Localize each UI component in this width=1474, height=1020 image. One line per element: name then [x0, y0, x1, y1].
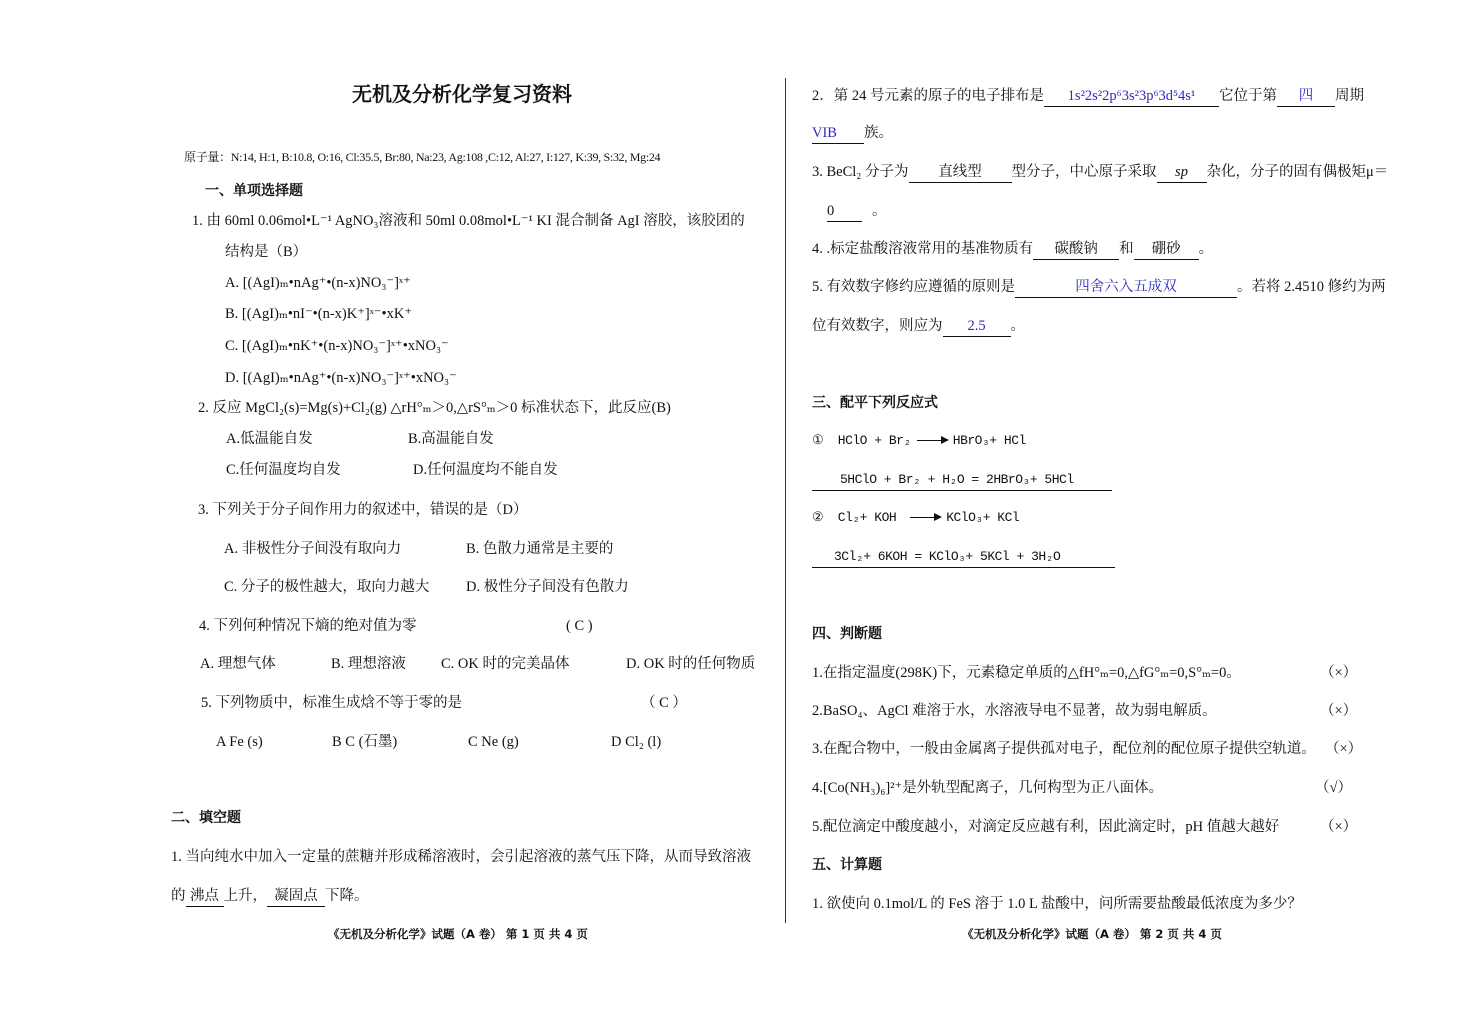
judge-mark-1: （×） — [1320, 665, 1358, 681]
equation-1 — [812, 431, 1026, 451]
judge-item-4: 4.[Co(NH₃)₆]²⁺是外轨型配离子，几何构型为正八面体。 — [812, 780, 1164, 796]
q4-answer: ( C ) — [566, 618, 593, 634]
q5-option-b: B C (石墨) — [332, 734, 398, 750]
eq2-products: KClO₃+ KCl — [946, 510, 1020, 525]
fill1-blank-freezing: 凝固点 — [267, 886, 325, 907]
fill5-value: 2.5 — [943, 316, 1011, 337]
q5-answer: （ C ） — [641, 695, 687, 711]
page-2-footer: 《无机及分析化学》试题（A 卷） 第 2 页 共 4 页 — [962, 927, 1222, 941]
section-heading-balance: 三、配平下列反应式 — [812, 395, 938, 411]
section-heading-fill-in: 二、填空题 — [171, 810, 241, 826]
fill4-pre: 4. .标定盐酸溶液常用的基准物质有 — [812, 241, 1034, 257]
eq1-number: ① — [812, 433, 824, 448]
q2-option-c: C.任何温度均自发 — [226, 462, 341, 478]
judge-item-5: 5.配位滴定中酸度越小，对滴定反应越有利，因此滴定时，pH 值越大越好 — [812, 819, 1280, 835]
fill3-hybrid: sp — [1157, 162, 1207, 183]
q4-option-b: B. 理想溶液 — [331, 656, 406, 672]
fill2-line1 — [812, 86, 1364, 107]
fill1-pre: 的 — [171, 888, 186, 904]
fill1-line2 — [171, 886, 369, 907]
fill4-and: 和 — [1119, 241, 1134, 257]
atomic-weights: 原子量：N:14, H:1, B:10.8, O:16, Cl:35.5, Br:80, Na:23, Ag:108 ,C:12, Al:27, I:127, K:39, S:32, Mg:24 — [184, 150, 661, 164]
fill3-end: 。 — [872, 203, 887, 219]
q4-option-c: C. OK 时的完美晶体 — [441, 656, 570, 672]
q5-option-a: A Fe (s) — [216, 734, 263, 750]
fill2-post: 周期 — [1335, 88, 1364, 104]
q4-option-a: A. 理想气体 — [200, 656, 276, 672]
column-divider — [785, 78, 786, 923]
fill5-end: 。 — [1010, 318, 1025, 334]
judge-mark-2: （×） — [1320, 703, 1358, 719]
q3-stem: 3. 下列关于分子间作用力的叙述中，错误的是（D） — [198, 502, 528, 518]
fill3-mid: 型分子，中心原子采取 — [1011, 164, 1157, 180]
judge-item-3: 3.在配合物中，一般由金属离子提供孤对电子，配位剂的配位原子提供空轨道。 — [812, 741, 1316, 757]
document-title: 无机及分析化学复习资料 — [352, 82, 572, 106]
fill2-group: VIB — [812, 123, 864, 144]
fill3-shape: 直线型 — [909, 162, 1012, 183]
fill2-end: 族。 — [864, 125, 893, 141]
q1-option-a: A. [(AgI)ₘ•nAg⁺•(n-x)NO₃⁻]ˣ⁺ — [225, 275, 411, 291]
fill5-mid: 。若将 2.4510 修约为两 — [1237, 279, 1386, 295]
eq1-balanced: 5HClO + Br₂ + H₂O = 2HBrO₃+ 5HCl — [812, 470, 1112, 491]
q2-option-d: D.任何温度均不能自发 — [413, 462, 558, 478]
fill2-pre: 2．第 24 号元素的原子的电子排布是 — [812, 88, 1044, 104]
fill4-blank-b: 硼砂 — [1134, 239, 1199, 260]
fill5-pre2: 位有效数字，则应为 — [812, 318, 943, 334]
q5-option-d: D Cl₂ (l) — [611, 734, 662, 750]
fill4-blank-a: 碳酸钠 — [1033, 239, 1119, 260]
q2-stem: 2. 反应 MgCl₂(s)=Mg(s)+Cl₂(g) △rH°ₘ＞0,△rS°ₘ＞0 标准状态下，此反应(B) — [198, 400, 671, 416]
calc-question-1: 1. 欲使向 0.1mol/L 的 FeS 溶于 1.0 L 盐酸中，问所需要盐酸最低浓度为多少？ — [812, 896, 1302, 912]
fill2-line2 — [812, 123, 893, 144]
q5-option-c: C Ne (g) — [468, 734, 519, 750]
eq2-reactants: Cl₂+ KOH — [837, 510, 897, 525]
q1-option-b: B. [(AgI)ₘ•nI⁻•(n-x)K⁺]ˣ⁻•xK⁺ — [225, 306, 412, 322]
fill3-pre: 3. BeCl₂ 分子为 — [812, 164, 909, 180]
judge-mark-4: （√） — [1315, 780, 1352, 796]
q3-option-a: A. 非极性分子间没有取向力 — [224, 541, 402, 557]
fill1-mid: 上升， — [223, 888, 267, 904]
fill2-config: 1s²2s²2p⁶3s²3p⁶3d⁵4s¹ — [1044, 86, 1219, 107]
fill5-rule: 四舍六入五成双 — [1015, 277, 1237, 298]
q3-option-b: B. 色散力通常是主要的 — [466, 541, 614, 557]
equation-2 — [812, 508, 1019, 528]
fill1-post: 下降。 — [325, 888, 369, 904]
fill4-line — [812, 239, 1213, 260]
arrow-right-icon — [910, 517, 940, 518]
fill3-line2 — [827, 201, 887, 222]
fill2-mid: 它位于第 — [1219, 88, 1277, 104]
judge-mark-5: （×） — [1320, 819, 1358, 835]
q1-stem: 1. 由 60ml 0.06mol•L⁻¹ AgNO₃溶液和 50ml 0.08mol•L⁻¹ KI 混合制备 AgI 溶胶，该胶团的 — [192, 213, 745, 229]
q2-option-b: B.高温能自发 — [408, 431, 494, 447]
fill2-period: 四 — [1277, 86, 1335, 107]
fill5-line1 — [812, 277, 1386, 298]
fill4-end: 。 — [1198, 241, 1214, 257]
arrow-right-icon — [917, 440, 947, 441]
eq2-number: ② — [812, 510, 824, 525]
q2-option-a: A.低温能自发 — [226, 431, 313, 447]
eq1-reactants: HClO + Br₂ — [837, 433, 911, 448]
eq2-balanced: 3Cl₂+ 6KOH = KClO₃+ 5KCl + 3H₂O — [812, 547, 1115, 568]
section-heading-calculation: 五、计算题 — [812, 857, 882, 873]
q3-option-c: C. 分子的极性越大，取向力越大 — [224, 579, 430, 595]
section-heading-true-false: 四、判断题 — [812, 626, 882, 642]
judge-item-2: 2.BaSO₄、AgCl 难溶于水，水溶液导电不显著，故为弱电解质。 — [812, 703, 1217, 719]
q1-stem-cont: 结构是（B） — [225, 244, 308, 260]
q1-option-d: D. [(AgI)ₘ•nAg⁺•(n-x)NO₃⁻]ˣ⁺•xNO₃⁻ — [225, 370, 457, 386]
q5-stem: 5. 下列物质中，标准生成焓不等于零的是 — [201, 695, 462, 711]
fill1-blank-boiling: 沸点 — [186, 886, 224, 907]
eq1-products: HBrO₃+ HCl — [952, 433, 1026, 448]
section-heading-single-choice: 一、单项选择题 — [205, 183, 303, 199]
judge-item-1: 1.在指定温度(298K)下，元素稳定单质的△fH°ₘ=0,△fG°ₘ=0,S°ₘ=0。 — [812, 665, 1241, 681]
q4-option-d: D. OK 时的任何物质 — [626, 656, 756, 672]
page-1-footer: 《无机及分析化学》试题（A 卷） 第 1 页 共 4 页 — [328, 927, 588, 941]
fill5-line2 — [812, 316, 1025, 337]
fill1-text: 1. 当向纯水中加入一定量的蔗糖并形成稀溶液时，会引起溶液的蒸气压下降，从而导致溶液 — [171, 849, 751, 865]
fill5-pre: 5. 有效数字修约应遵循的原则是 — [812, 279, 1015, 295]
judge-mark-3: （×） — [1325, 741, 1363, 757]
fill3-dipole: 0 — [827, 201, 862, 222]
q3-option-d: D. 极性分子间没有色散力 — [466, 579, 629, 595]
fill3-line1 — [812, 162, 1388, 183]
fill3-post: 杂化，分子的固有偶极矩μ＝ — [1206, 164, 1389, 180]
q1-option-c: C. [(AgI)ₘ•nK⁺•(n-x)NO₃⁻]ˣ⁺•xNO₃⁻ — [225, 338, 449, 354]
q4-stem: 4. 下列何种情况下熵的绝对值为零 — [199, 618, 417, 634]
